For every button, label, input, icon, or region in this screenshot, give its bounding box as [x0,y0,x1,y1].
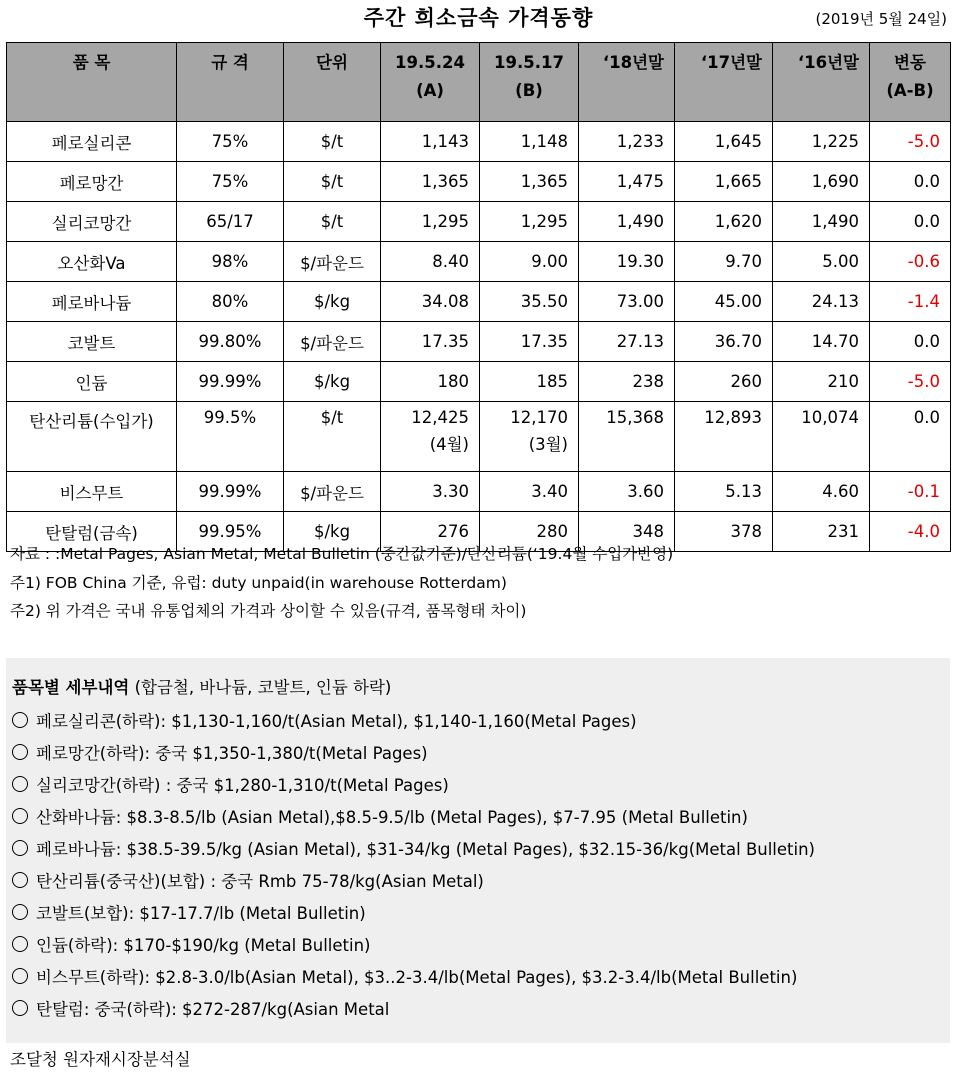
circle-bullet-icon [12,744,28,760]
circle-bullet-icon [12,712,28,728]
cell-spec: 65/17 [177,202,284,242]
cell-unit: $/파운드 [284,242,381,282]
header-year-2016: ‘16년말 [773,43,870,122]
table-row [7,282,951,322]
header-spec: 규 격 [177,43,284,122]
cell-change: -4.0 [870,512,951,552]
cell-item: 비스무트 [7,472,177,512]
cell-change: -5.0 [870,362,951,402]
note-2: 주2) 위 가격은 국내 유통업체의 가격과 상이할 수 있음(규격, 품목형태 차이) [10,602,527,620]
cell-year-2016: 1,490 [773,202,870,242]
cell-year-2016: 210 [773,362,870,402]
circle-bullet-icon [12,968,28,984]
report-date: (2019년 5월 24일) [815,10,947,28]
cell-item: 페로망간 [7,162,177,202]
cell-price-b: 280 [480,512,579,552]
cell-spec: 99.99% [177,472,284,512]
cell-year-2016: 10,074 [773,402,870,472]
cell-year-2017: 378 [675,512,773,552]
cell-unit: $/t [284,402,381,472]
cell-unit: $/t [284,122,381,162]
cell-year-2017: 260 [675,362,773,402]
cell-spec: 99.99% [177,362,284,402]
cell-item: 페로바나듐 [7,282,177,322]
cell-year-2017: 1,665 [675,162,773,202]
cell-unit: $/파운드 [284,322,381,362]
cell-item: 페로실리콘 [7,122,177,162]
cell-year-2018: 1,233 [579,122,675,162]
cell-price-a: 34.08 [381,282,480,322]
cell-spec: 98% [177,242,284,282]
source-notes [10,540,673,626]
cell-price-b: 1,148 [480,122,579,162]
cell-year-2017: 12,893 [675,402,773,472]
cell-price-a: 276 [381,512,480,552]
cell-year-2018: 1,475 [579,162,675,202]
cell-price-b: 12,170 (3월) [480,402,579,472]
cell-price-a: 1,365 [381,162,480,202]
cell-item: 오산화Va [7,242,177,282]
detail-item: 실리코망간(하락) : 중국 $1,280-1,310/t(Metal Pages) [12,770,815,802]
table-row [7,202,951,242]
cell-year-2016: 24.13 [773,282,870,322]
cell-unit: $/kg [284,282,381,322]
header-item: 품 목 [7,43,177,122]
cell-unit: $/파운드 [284,472,381,512]
cell-change: 0.0 [870,322,951,362]
circle-bullet-icon [12,936,28,952]
cell-spec: 80% [177,282,284,322]
cell-year-2018: 15,368 [579,402,675,472]
header-year-2017: ‘17년말 [675,43,773,122]
cell-unit: $/t [284,162,381,202]
cell-price-b: 185 [480,362,579,402]
cell-spec: 99.80% [177,322,284,362]
header-date-b: 19.5.17 (B) [480,43,579,122]
cell-price-b: 35.50 [480,282,579,322]
note-source: 자료 : :Metal Pages, Asian Metal, Metal Bulletin (중간값기준)/탄산리튬(‘19.4월 수입가반영) [10,545,674,563]
detail-item: 비스무트(하락): $2.8-3.0/lb(Asian Metal), $3..2-3.4/lb(Metal Pages), $3.2-3.4/lb(Metal Bulletin) [12,962,815,994]
cell-spec: 75% [177,122,284,162]
table-row [7,362,951,402]
cell-change: -0.1 [870,472,951,512]
cell-unit: $/kg [284,362,381,402]
cell-price-b: 17.35 [480,322,579,362]
cell-year-2018: 1,490 [579,202,675,242]
cell-price-a: 17.35 [381,322,480,362]
cell-price-a: 180 [381,362,480,402]
detail-item: 산화바나듐: $8.3-8.5/lb (Asian Metal),$8.5-9.5/lb (Metal Pages), $7-7.95 (Metal Bulletin) [12,802,815,834]
cell-year-2016: 14.70 [773,322,870,362]
cell-price-a: 12,425 (4월) [381,402,480,472]
cell-year-2018: 238 [579,362,675,402]
cell-price-a: 1,295 [381,202,480,242]
cell-year-2017: 1,645 [675,122,773,162]
detail-item: 탄산리튬(중국산)(보합) : 중국 Rmb 75-78/kg(Asian Metal) [12,866,815,898]
cell-year-2018: 27.13 [579,322,675,362]
circle-bullet-icon [12,904,28,920]
cell-year-2017: 45.00 [675,282,773,322]
footer-org: 조달청 원자재시장분석실 [10,1050,191,1069]
cell-price-a: 8.40 [381,242,480,282]
cell-price-a: 1,143 [381,122,480,162]
table-row [7,472,951,512]
detail-item: 인듐(하락): $170-$190/kg (Metal Bulletin) [12,930,815,962]
cell-change: -0.6 [870,242,951,282]
detail-panel [6,658,950,1043]
cell-unit: $/t [284,202,381,242]
cell-change: 0.0 [870,162,951,202]
cell-year-2018: 19.30 [579,242,675,282]
table-row [7,402,951,472]
cell-spec: 75% [177,162,284,202]
cell-price-a: 3.30 [381,472,480,512]
cell-year-2016: 4.60 [773,472,870,512]
page-title: 주간 희소금속 가격동향 [363,6,594,30]
header-year-2018: ‘18년말 [579,43,675,122]
cell-change: 0.0 [870,202,951,242]
detail-item: 페로바나듐: $38.5-39.5/kg (Asian Metal), $31-34/kg (Metal Pages), $32.15-36/kg(Metal Bulletin) [12,834,815,866]
cell-price-b: 3.40 [480,472,579,512]
cell-item: 코발트 [7,322,177,362]
cell-year-2018: 3.60 [579,472,675,512]
header-change: 변동 (A-B) [870,43,951,122]
detail-item: 페로망간(하락): 중국 $1,350-1,380/t(Metal Pages) [12,738,815,770]
cell-item: 실리코망간 [7,202,177,242]
cell-year-2017: 5.13 [675,472,773,512]
table-row [7,162,951,202]
circle-bullet-icon [12,840,28,856]
detail-item: 코발트(보합): $17-17.7/lb (Metal Bulletin) [12,898,815,930]
table-row [7,242,951,282]
detail-list [12,706,815,1026]
cell-change: 0.0 [870,402,951,472]
note-1: 주1) FOB China 기준, 유럽: duty unpaid(in warehouse Rotterdam) [10,573,507,592]
cell-item: 인듐 [7,362,177,402]
circle-bullet-icon [12,776,28,792]
circle-bullet-icon [12,1000,28,1016]
table-row [7,122,951,162]
circle-bullet-icon [12,872,28,888]
cell-spec: 99.95% [177,512,284,552]
cell-year-2016: 1,690 [773,162,870,202]
cell-year-2017: 9.70 [675,242,773,282]
cell-unit: $/kg [284,512,381,552]
cell-change: -1.4 [870,282,951,322]
cell-year-2016: 1,225 [773,122,870,162]
cell-spec: 99.5% [177,402,284,472]
detail-item: 페로실리콘(하락): $1,130-1,160/t(Asian Metal), $1,140-1,160(Metal Pages) [12,706,815,738]
cell-year-2016: 231 [773,512,870,552]
cell-year-2017: 1,620 [675,202,773,242]
header-date-a: 19.5.24 (A) [381,43,480,122]
cell-change: -5.0 [870,122,951,162]
cell-price-b: 1,365 [480,162,579,202]
cell-year-2016: 5.00 [773,242,870,282]
table-header-row [7,43,951,122]
cell-year-2018: 348 [579,512,675,552]
circle-bullet-icon [12,808,28,824]
cell-price-b: 9.00 [480,242,579,282]
header-unit: 단위 [284,43,381,122]
price-table [6,42,951,552]
detail-item: 탄탈럼: 중국(하락): $272-287/kg(Asian Metal [12,994,815,1026]
cell-price-b: 1,295 [480,202,579,242]
cell-year-2018: 73.00 [579,282,675,322]
cell-item: 탄산리튬(수입가) [7,402,177,472]
detail-heading: 품목별 세부내역 (합금철, 바나듐, 코발트, 인듐 하락) [12,678,392,697]
cell-item: 탄탈럼(금속) [7,512,177,552]
cell-year-2017: 36.70 [675,322,773,362]
table-row [7,322,951,362]
